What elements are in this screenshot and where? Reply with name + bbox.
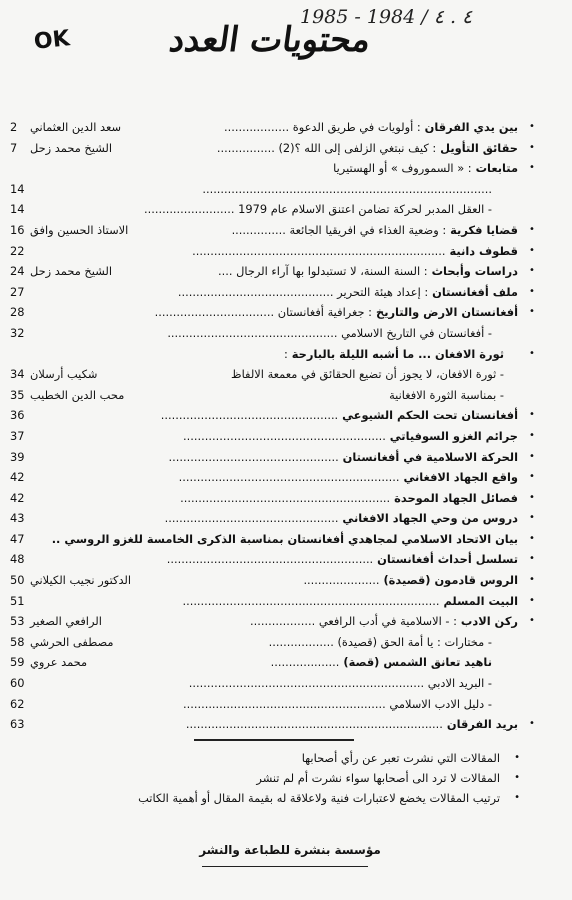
page-title: محتويات العدد bbox=[166, 20, 374, 60]
toc-entry bbox=[10, 385, 538, 406]
toc-entry-author: الرافعي الصغير bbox=[30, 614, 102, 629]
bullet-icon: • bbox=[529, 532, 535, 544]
toc-entry-page: 36 bbox=[10, 408, 25, 423]
toc-entry bbox=[10, 694, 538, 715]
toc-entry-page: 51 bbox=[10, 593, 25, 608]
toc-entry bbox=[10, 199, 538, 220]
toc-entry-title: قطوف دانية ...................................................................... bbox=[192, 243, 518, 258]
toc-entry bbox=[10, 714, 538, 735]
toc-entry-title: - البريد الادبي ................................................................. bbox=[188, 676, 492, 691]
toc-entry-page: 28 bbox=[10, 305, 25, 320]
toc-entry bbox=[10, 138, 538, 159]
toc-entry bbox=[10, 158, 538, 179]
toc-entry-title: أفغانستان تحت الحكم الشيوعي ................................................. bbox=[160, 408, 518, 423]
bullet-icon: • bbox=[529, 615, 535, 627]
toc-entry-page: 7 bbox=[10, 140, 18, 155]
toc-entry-title: متابعات : « السموروف » أو الهستيريا bbox=[333, 161, 518, 176]
toc-entry-title: - دليل الادب الاسلامي ........................................................ bbox=[182, 696, 492, 711]
bullet-icon: • bbox=[529, 121, 535, 132]
editorial-note-text: ترتيب المقالات يخضع لاعتبارات فنية ولاعلاقة له بقيمة المقال أو أهمية الكاتب bbox=[138, 791, 500, 805]
toc-entry bbox=[10, 467, 538, 488]
toc-entry-title: البيت المسلم ....................................................................... bbox=[182, 593, 518, 608]
toc-entry-title: - أفغانستان في التاريخ الاسلامي ............................................... bbox=[167, 325, 492, 340]
toc-entry-title: حقائق التأويل : كيف نبتغي الزلفى إلى الله ؟(2) ................ bbox=[216, 140, 518, 155]
toc-entry-page: 39 bbox=[10, 449, 25, 464]
toc-entry-author: الاستاذ الحسين وافق bbox=[30, 222, 129, 237]
toc-entry-title: فصائل الجهاد الموحدة .......................................................... bbox=[180, 490, 518, 505]
toc-entry-page: 50 bbox=[10, 573, 25, 588]
toc-entry-author: الشيخ محمد زحل bbox=[30, 140, 113, 155]
bullet-icon: • bbox=[529, 574, 535, 586]
toc-entry-page: 16 bbox=[10, 222, 25, 237]
toc-entry bbox=[10, 570, 538, 591]
toc-entry-title: - العقل المدبر لحركة تضامن اعتنق الاسلام عام 1979 ......................... bbox=[143, 202, 492, 217]
editorial-note bbox=[60, 788, 520, 808]
toc-entry-title: الروس قادمون (قصيدة) ..................... bbox=[303, 573, 518, 588]
toc-entry bbox=[10, 632, 538, 653]
toc-entry-title: - مختارات : يا أمة الحق (قصيدة) .................. bbox=[268, 634, 492, 649]
toc-entry-author: الدكتور نجيب الكيلاني bbox=[30, 573, 132, 588]
toc-entry-title: قضايا فكرية : وضعية الغذاء في افريقيا الجائعة ............... bbox=[231, 222, 518, 237]
toc-entry bbox=[10, 302, 538, 323]
toc-entry-author: محمد عروي bbox=[30, 655, 88, 670]
bullet-icon: • bbox=[514, 792, 520, 803]
toc-entry bbox=[10, 673, 538, 694]
toc-entry bbox=[10, 282, 538, 303]
toc-entry-page: 60 bbox=[10, 676, 25, 691]
bullet-icon: • bbox=[529, 512, 535, 524]
toc-entry-page: 35 bbox=[10, 387, 25, 402]
toc-entry-title: بيان الاتحاد الاسلامي لمجاهدي أفغانستان بمناسبة الذكرى الخامسة للغزو الروسي .. bbox=[51, 531, 518, 546]
bullet-icon: • bbox=[529, 429, 535, 441]
toc-entry-page: 27 bbox=[10, 284, 25, 299]
bullet-icon: • bbox=[529, 553, 535, 565]
editorial-note bbox=[60, 768, 520, 788]
toc-entry-title: تسلسل أحداث أفغانستان ......................................................... bbox=[166, 552, 518, 567]
toc-entry bbox=[10, 344, 538, 365]
toc-entry bbox=[10, 529, 538, 550]
bullet-icon: • bbox=[529, 244, 535, 256]
toc-entry-title: ناهيد تعانق الشمس (قصة) ................... bbox=[270, 655, 492, 670]
ok-mark: OK bbox=[32, 26, 71, 55]
toc-entry bbox=[10, 261, 538, 282]
toc-entry-title: واقع الجهاد الافغاني ............................................................. bbox=[178, 470, 518, 485]
editorial-notes bbox=[60, 748, 520, 808]
bullet-icon: • bbox=[529, 594, 535, 606]
toc-entry bbox=[10, 405, 538, 426]
toc-entry bbox=[10, 488, 538, 509]
publisher-name: مؤسسة بنشرة للطباعة والنشر bbox=[199, 843, 381, 857]
toc-entry bbox=[10, 179, 538, 200]
toc-entry bbox=[10, 241, 538, 262]
toc-entry-page: 37 bbox=[10, 428, 25, 443]
toc-entry-author: شكيب أرسلان bbox=[30, 367, 98, 382]
toc-entry-title: ركن الادب : - الاسلامية في أدب الرافعي .................. bbox=[250, 614, 518, 629]
toc-entry-title: جرائم الغزو السوفياتي ........................................................ bbox=[183, 428, 518, 443]
divider bbox=[194, 739, 354, 741]
toc-entry bbox=[10, 508, 538, 529]
toc-entry-title: ملف أفغانستان : إعداد هيئة التحرير ........................................... bbox=[177, 284, 518, 299]
toc-entry-title: الحركة الاسلامية في أفغانستان ............................................... bbox=[168, 449, 518, 464]
toc-entry-page: 59 bbox=[10, 655, 25, 670]
toc-entry-page: 48 bbox=[10, 552, 25, 567]
bullet-icon: • bbox=[514, 752, 520, 763]
toc-entry-page: 42 bbox=[10, 490, 25, 505]
toc-entry-page: 14 bbox=[10, 202, 25, 217]
toc-entry-title: دراسات وأبحاث : السنة السنة، لا تستبدلوا بها آراء الرجال .... bbox=[218, 264, 518, 279]
bullet-icon: • bbox=[529, 223, 535, 235]
table-of-contents bbox=[10, 117, 538, 735]
editorial-note-text: المقالات التي نشرت تعبر عن رأي أصحابها bbox=[301, 751, 500, 765]
toc-entry-page: 34 bbox=[10, 367, 25, 382]
toc-entry-page: 24 bbox=[10, 264, 25, 279]
toc-entry bbox=[10, 364, 538, 385]
toc-entry-page: 58 bbox=[10, 634, 25, 649]
bullet-icon: • bbox=[529, 162, 535, 174]
toc-entry-author: سعد الدين العثماني bbox=[30, 120, 122, 134]
toc-entry-page: 63 bbox=[10, 717, 25, 732]
toc-entry bbox=[10, 591, 538, 612]
editorial-note-text: المقالات لا ترد الى أصحابها سواء نشرت أم لم تنشر bbox=[256, 771, 500, 785]
bullet-icon: • bbox=[529, 491, 535, 503]
toc-entry-title: ................................................................................ bbox=[202, 181, 492, 196]
toc-entry bbox=[10, 611, 538, 632]
bullet-icon: • bbox=[529, 471, 535, 483]
bullet-icon: • bbox=[529, 347, 535, 359]
toc-entry-page: 43 bbox=[10, 511, 25, 526]
toc-entry-author: محب الدين الخطيب bbox=[30, 387, 125, 402]
toc-entry-author: الشيخ محمد زحل bbox=[30, 264, 113, 279]
toc-entry bbox=[10, 323, 538, 344]
publisher-underline bbox=[202, 866, 368, 867]
toc-entry-title: بين يدي الفرقان : أولويات في طريق الدعوة .................. bbox=[223, 120, 518, 134]
toc-entry bbox=[10, 652, 538, 673]
bullet-icon: • bbox=[529, 718, 535, 730]
toc-entry bbox=[10, 117, 538, 138]
toc-entry-title: بريد الفرقان ....................................................................... bbox=[185, 717, 518, 732]
toc-entry-title: أفغانستان الارض والتاريخ : جغرافية أفغانستان ................................. bbox=[154, 305, 518, 320]
toc-entry-title: - ثورة الافغان، لا يجوز أن تضيع الحقائق في معمعة الالفاظ bbox=[231, 367, 504, 382]
toc-entry-author: مصطفى الحرشي bbox=[30, 634, 114, 649]
toc-entry bbox=[10, 549, 538, 570]
editorial-note bbox=[60, 748, 520, 768]
toc-entry bbox=[10, 220, 538, 241]
bullet-icon: • bbox=[529, 265, 535, 277]
handwritten-date: 1985 - 1984 / ٤ . ٤ bbox=[300, 6, 473, 28]
toc-entry-page: 14 bbox=[10, 181, 25, 196]
toc-entry bbox=[10, 426, 538, 447]
bullet-icon: • bbox=[529, 450, 535, 462]
bullet-icon: • bbox=[514, 772, 520, 783]
toc-entry-page: 47 bbox=[10, 531, 25, 546]
bullet-icon: • bbox=[529, 306, 535, 318]
toc-entry-page: 62 bbox=[10, 696, 25, 711]
toc-entry-page: 42 bbox=[10, 470, 25, 485]
toc-entry-title: ثورة الافغان ... ما أشبه الليلة بالبارحة : bbox=[283, 346, 504, 361]
toc-entry-title: - بمناسبة الثورة الافغانية bbox=[389, 387, 504, 402]
toc-entry-page: 32 bbox=[10, 325, 25, 340]
toc-entry-page: 53 bbox=[10, 614, 25, 629]
toc-entry-title: دروس من وحي الجهاد الافغاني ................................................ bbox=[164, 511, 518, 526]
bullet-icon: • bbox=[529, 409, 535, 421]
toc-entry bbox=[10, 447, 538, 468]
bullet-icon: • bbox=[529, 141, 535, 153]
toc-entry-page: 22 bbox=[10, 243, 25, 258]
toc-entry-page: 2 bbox=[10, 120, 18, 134]
bullet-icon: • bbox=[529, 285, 535, 297]
